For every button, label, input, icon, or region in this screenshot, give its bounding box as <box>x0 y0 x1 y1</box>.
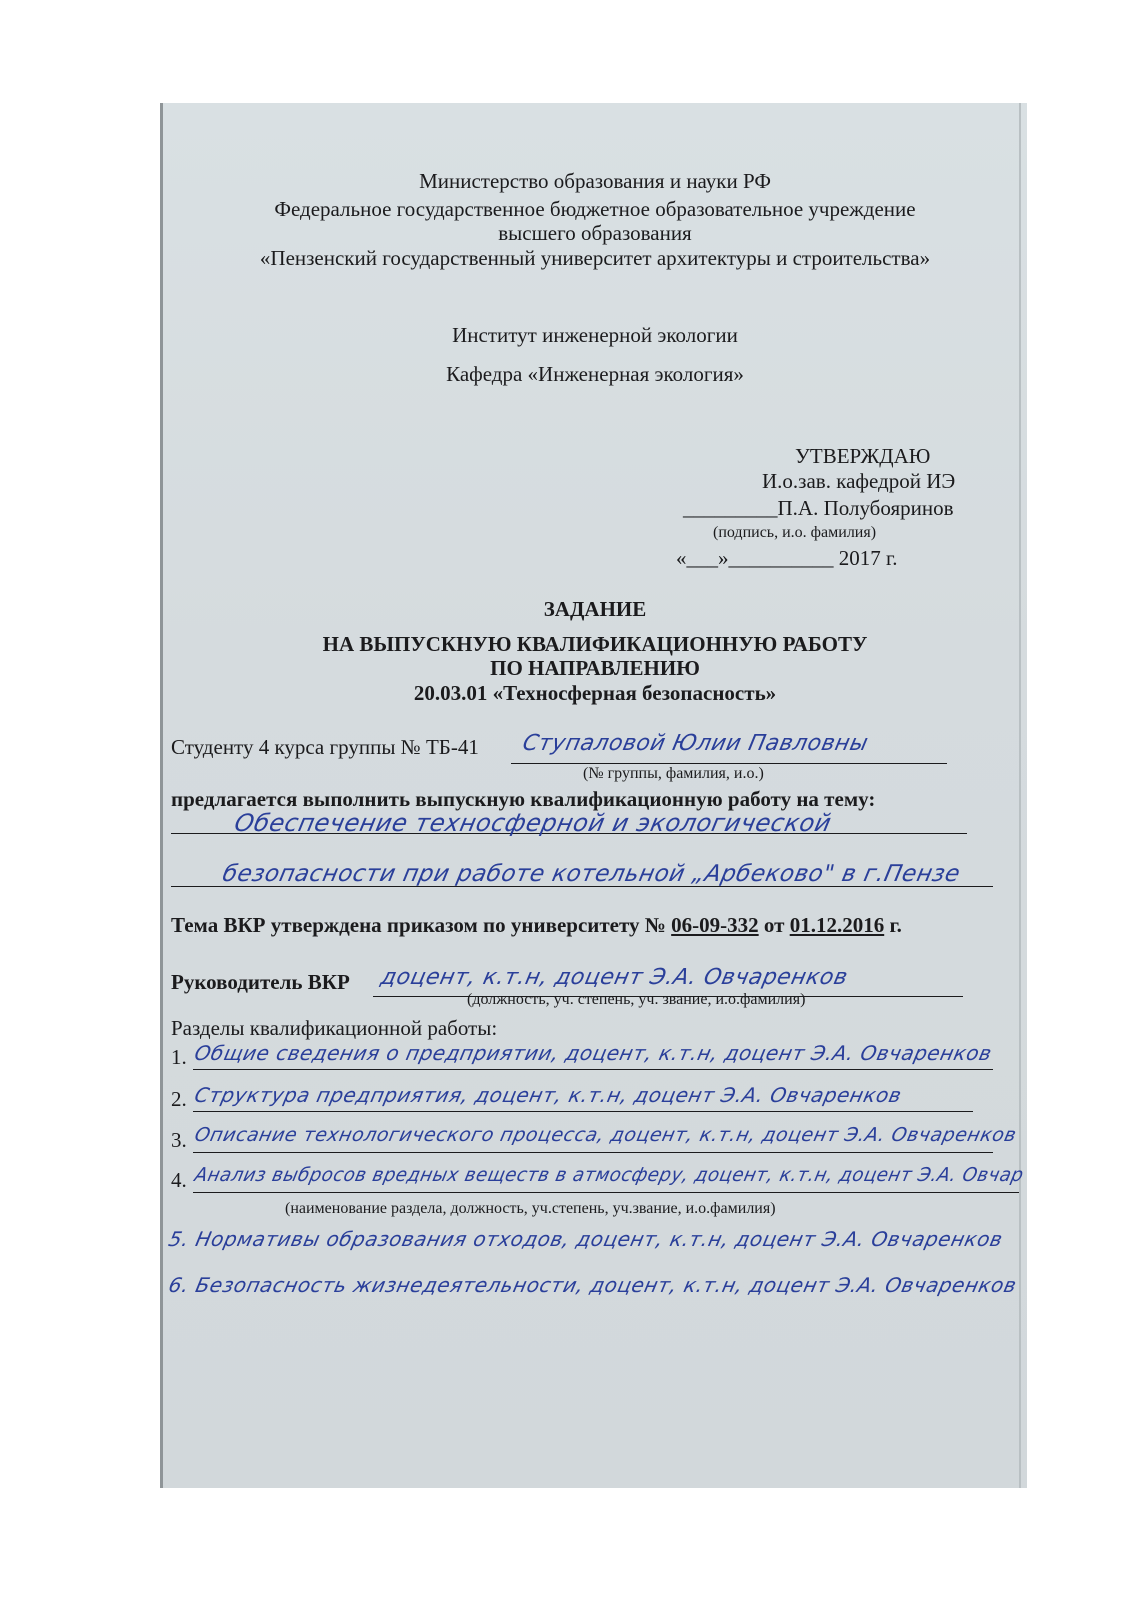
student-caption: (№ группы, фамилия, и.о.) <box>583 765 764 782</box>
approval-signature-line: _________П.А. Полубояринов <box>683 496 954 520</box>
section-4-handwritten: Анализ выбросов вредных веществ в атмосферу, доцент, к.т.н, доцент Э.А. Овчар <box>192 1164 1026 1186</box>
task-title: ЗАДАНИЕ <box>543 597 647 621</box>
university-name: «Пензенский государственный университет архитектуры и строительства» <box>259 246 931 270</box>
section-2-number: 2. <box>171 1087 187 1111</box>
approval-date-line: «___»__________ 2017 г. <box>676 546 898 570</box>
task-line-3: 20.03.01 «Техносферная безопасность» <box>413 681 777 705</box>
section-4-number: 4. <box>171 1168 187 1192</box>
approval-signature-caption: (подпись, и.о. фамилия) <box>713 524 877 541</box>
task-line-1: НА ВЫПУСКНУЮ КВАЛИФИКАЦИОННУЮ РАБОТУ <box>322 632 868 656</box>
institute-name: Институт инженерной экологии <box>452 323 738 347</box>
order-line <box>171 913 902 938</box>
section-3-handwritten: Описание технологического процесса, доцент, к.т.н, доцент Э.А. Овчаренков <box>192 1124 1019 1146</box>
section-2-handwritten: Структура предприятия, доцент, к.т.н, доцент Э.А. Овчаренков <box>192 1083 904 1107</box>
section-1-number: 1. <box>171 1045 187 1069</box>
section-1-handwritten: Общие сведения о предприятии, доцент, к.т.н, доцент Э.А. Овчаренков <box>192 1041 995 1065</box>
approval-position: И.о.зав. кафедрой ИЭ <box>762 469 956 493</box>
supervisor-handwritten: доцент, к.т.н, доцент Э.А. Овчаренков <box>378 965 851 990</box>
section-5-handwritten: 5. Нормативы образования отходов, доцент, к.т.н, доцент Э.А. Овчаренков <box>166 1227 1006 1251</box>
topic-label: предлагается выполнить выпускную квалификационную работу на тему: <box>171 787 876 811</box>
section-3-number: 3. <box>171 1128 187 1152</box>
order-suffix: г. <box>889 913 902 937</box>
document-sheet <box>160 103 1027 1488</box>
ministry-line: Министерство образования и науки РФ <box>419 169 771 193</box>
supervisor-label: Руководитель ВКР <box>171 970 350 994</box>
order-mid: от <box>763 913 785 937</box>
order-prefix: Тема ВКР утверждена приказом по университету № <box>171 913 666 937</box>
topic-line-2-handwritten: безопасности при работе котельной „Арбеково" в г.Пензе <box>220 861 963 887</box>
section-3-rule <box>193 1152 993 1153</box>
institution-line-1: Федеральное государственное бюджетное образовательное учреждение <box>274 197 916 221</box>
department-name: Кафедра «Инженерная экология» <box>446 362 744 386</box>
supervisor-caption: (должность, уч. степень, уч. звание, и.о.фамилия) <box>467 991 806 1008</box>
sections-caption: (наименование раздела, должность, уч.степень, уч.звание, и.о.фамилия) <box>285 1200 776 1217</box>
order-number: 06-09-332 <box>671 913 759 937</box>
student-label: Студенту 4 курса группы № ТБ-41 <box>171 735 479 759</box>
student-name-handwritten: Ступаловой Юлии Павловны <box>520 731 871 756</box>
topic-line-1-handwritten: Обеспечение техносферной и экологической <box>232 809 835 837</box>
section-6-handwritten: 6. Безопасность жизнедеятельности, доцент, к.т.н, доцент Э.А. Овчаренков <box>166 1273 1019 1297</box>
sections-label: Разделы квалификационной работы: <box>171 1016 498 1040</box>
approval-title: УТВЕРЖДАЮ <box>795 444 931 468</box>
institution-line-2: высшего образования <box>498 221 692 245</box>
section-4-rule <box>193 1192 1019 1193</box>
order-date: 01.12.2016 <box>789 913 885 937</box>
task-line-2: ПО НАПРАВЛЕНИЮ <box>490 656 700 680</box>
section-1-rule <box>193 1069 993 1070</box>
page-edge-fold <box>1019 103 1021 1488</box>
student-name-rule <box>511 763 947 764</box>
section-2-rule <box>193 1111 973 1112</box>
